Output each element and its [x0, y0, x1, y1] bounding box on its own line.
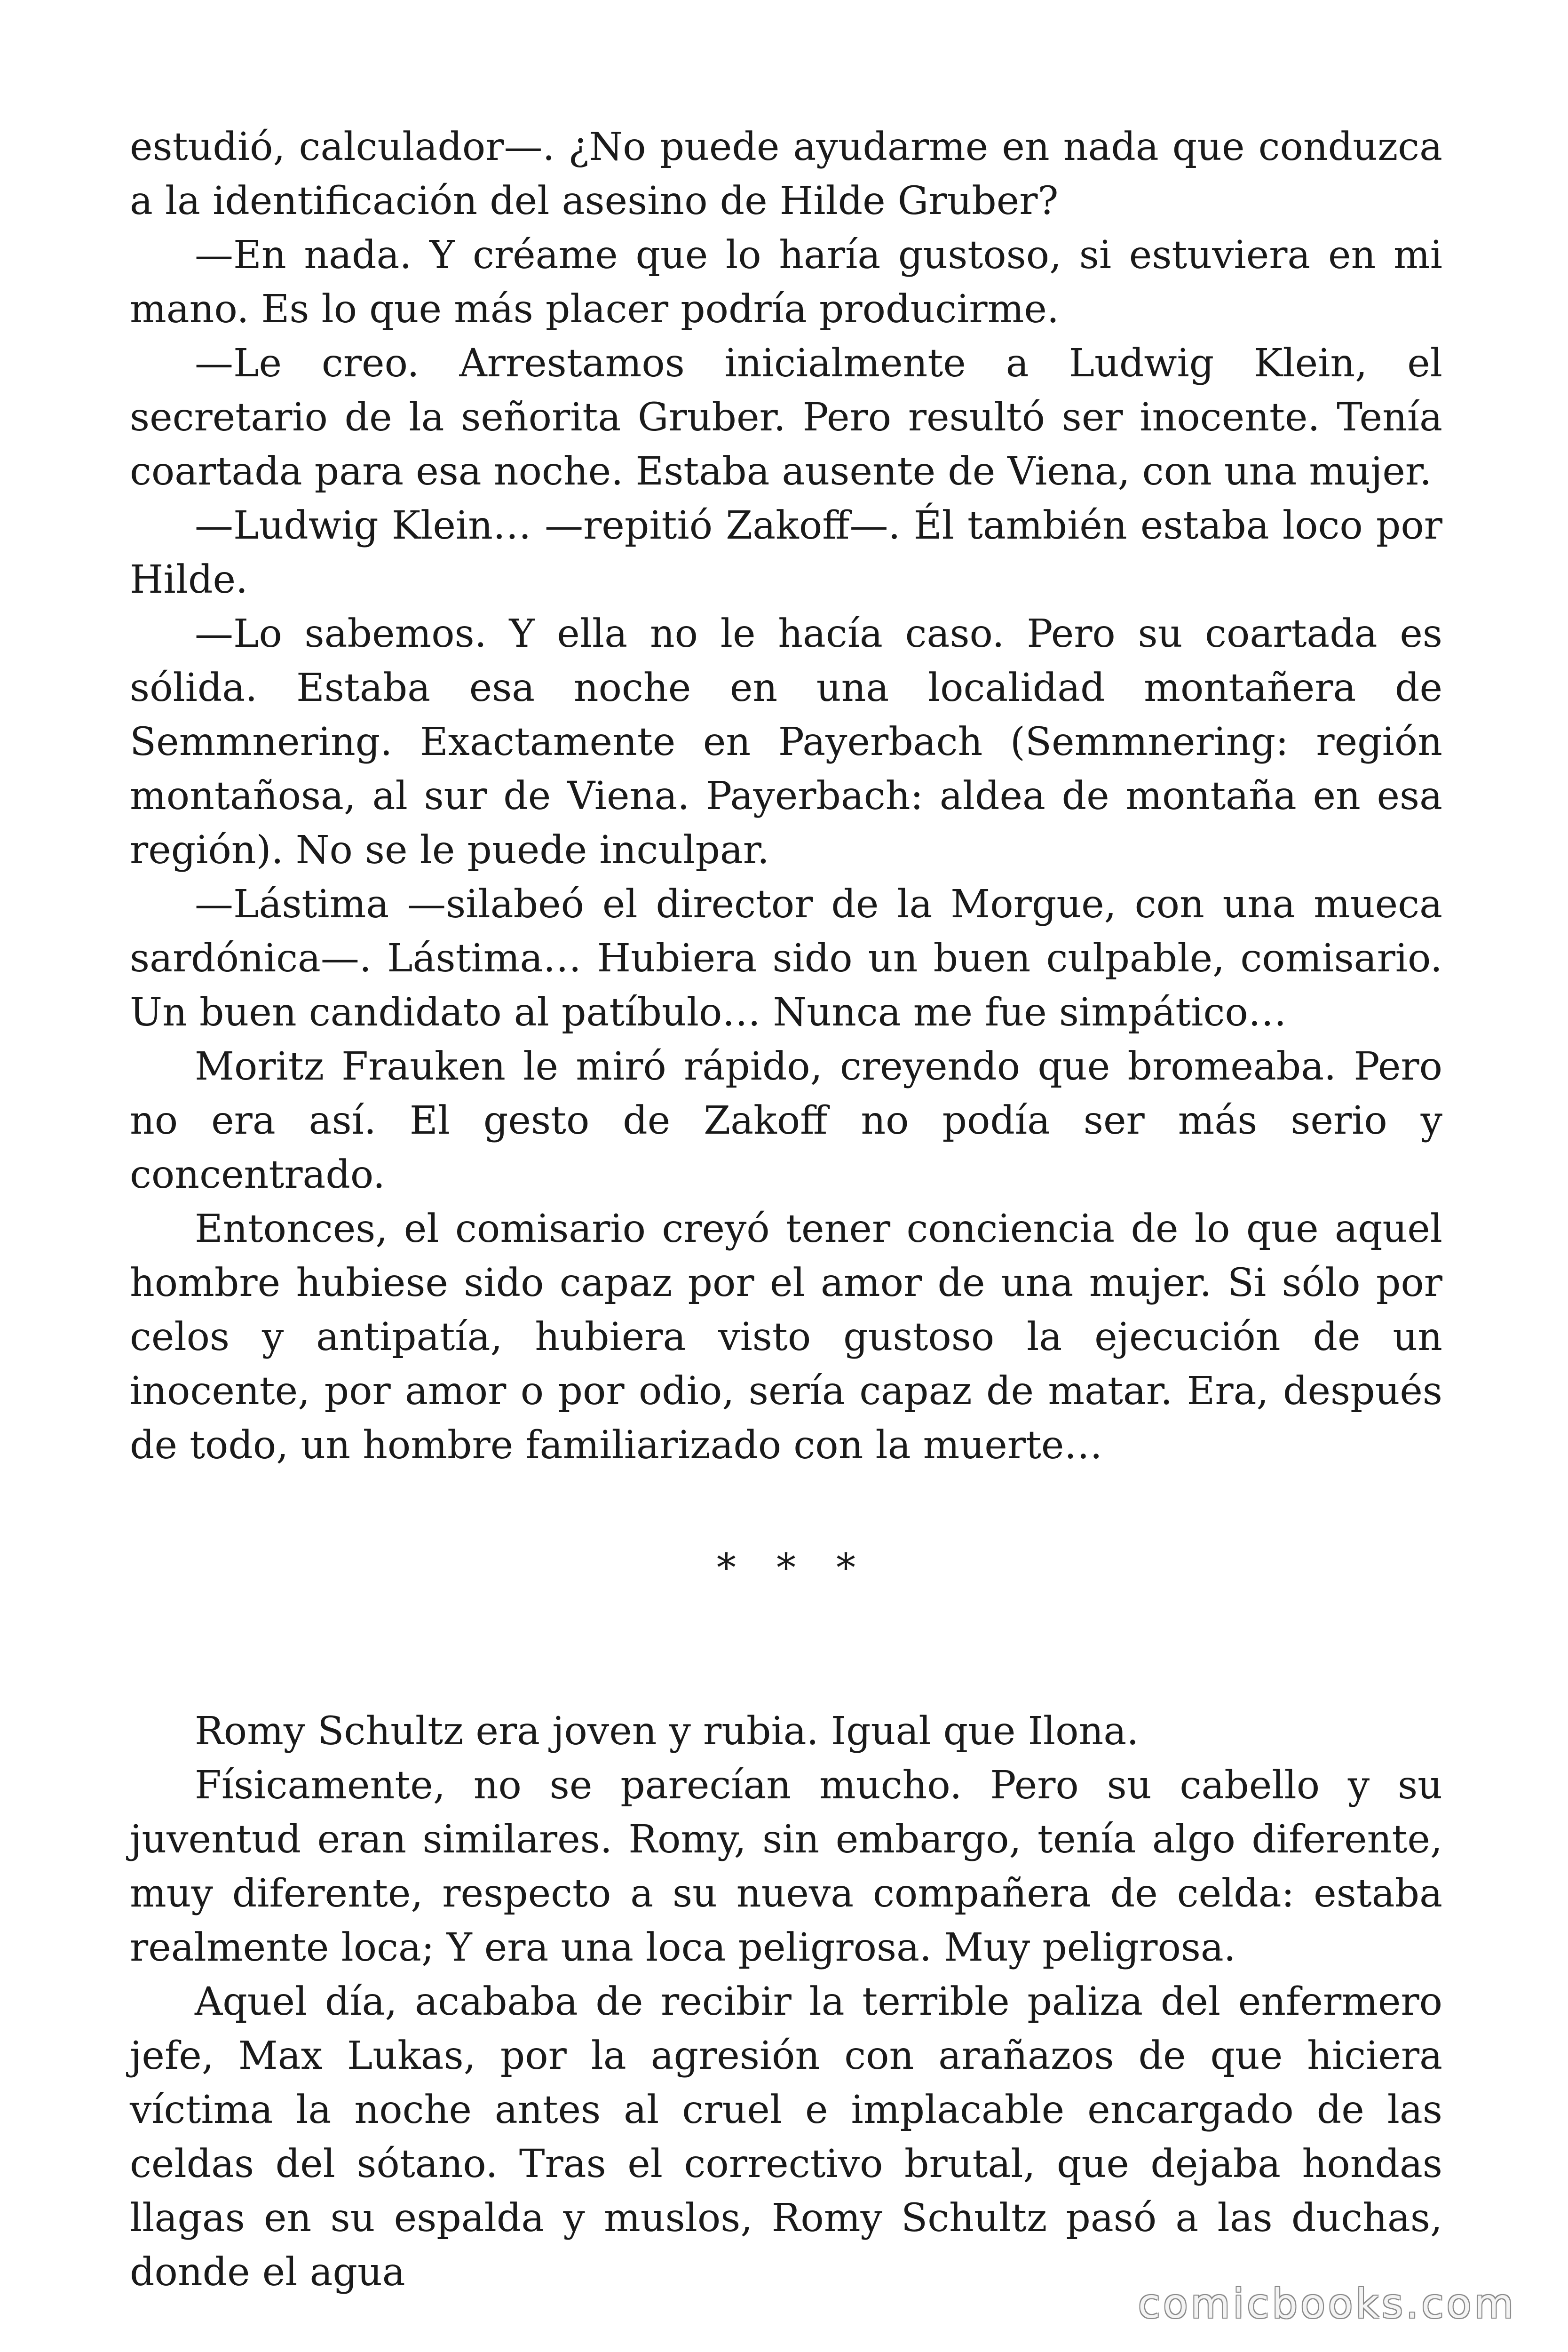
paragraph: estudió, calculador—. ¿No puede ayudarme en nada que conduzca a la identificación del asesino de Hilde Gruber?	[130, 125, 1442, 223]
paragraph: Moritz Frauken le miró rápido, creyendo que bromeaba. Pero no era así. El gesto de Zakoff no podía ser más serio y concentrado.	[130, 1044, 1442, 1197]
paragraph: Aquel día, acababa de recibir la terrible paliza del enfermero jefe, Max Lukas, por la agresión con arañazos de que hiciera víctima la noche antes al cruel e implacable encargado de las celdas del sótano. Tras el correctivo brutal, que dejaba hondas llagas en su espalda y muslos, Romy Schultz pasó a las duchas, donde el agua	[130, 1979, 1442, 2295]
page-body	[130, 120, 1442, 2299]
paragraph: —Ludwig Klein… —repitió Zakoff—. Él también estaba loco por Hilde.	[130, 503, 1442, 602]
watermark: comicbooks.com	[1138, 2280, 1516, 2328]
paragraph: Romy Schultz era joven y rubia. Igual que Ilona.	[195, 1709, 1139, 1754]
paragraph: —En nada. Y créame que lo haría gustoso, si estuviera en mi mano. Es lo que más placer podría producirme.	[130, 233, 1442, 332]
paragraph: Entonces, el comisario creyó tener conciencia de lo que aquel hombre hubiese sido capaz por el amor de una mujer. Si sólo por celos y antipatía, hubiera visto gustoso la ejecución de un inocente, por amor o por odio, sería capaz de matar. Era, después de todo, un hombre familiarizado con la muerte…	[130, 1207, 1442, 1468]
paragraph: —Lástima —silabeó el director de la Morgue, con una mueca sardónica—. Lástima… Hubiera sido un buen culpable, comisario. Un buen candidato al patíbulo… Nunca me fue simpático…	[130, 882, 1442, 1035]
paragraph: —Lo sabemos. Y ella no le hacía caso. Pero su coartada es sólida. Estaba esa noche en una localidad montañera de Semmnering. Exactamente en Payerbach (Semmnering: región montañosa, al sur de Viena. Payerbach: aldea de montaña en esa región). No se le puede inculpar.	[130, 612, 1442, 873]
paragraph: —Le creo. Arrestamos inicialmente a Ludwig Klein, el secretario de la señorita Gruber. Pero resultó ser inocente. Tenía coartada para esa noche. Estaba ausente de Viena, con una mujer.	[130, 341, 1442, 494]
paragraph: Físicamente, no se parecían mucho. Pero su cabello y su juventud eran similares. Romy, sin embargo, tenía algo diferente, muy diferente, respecto a su nueva compañera de celda: estaba realmente loca; Y era una loca peligrosa. Muy peligrosa.	[130, 1763, 1442, 1970]
section-separator: * * *	[716, 1546, 870, 1590]
